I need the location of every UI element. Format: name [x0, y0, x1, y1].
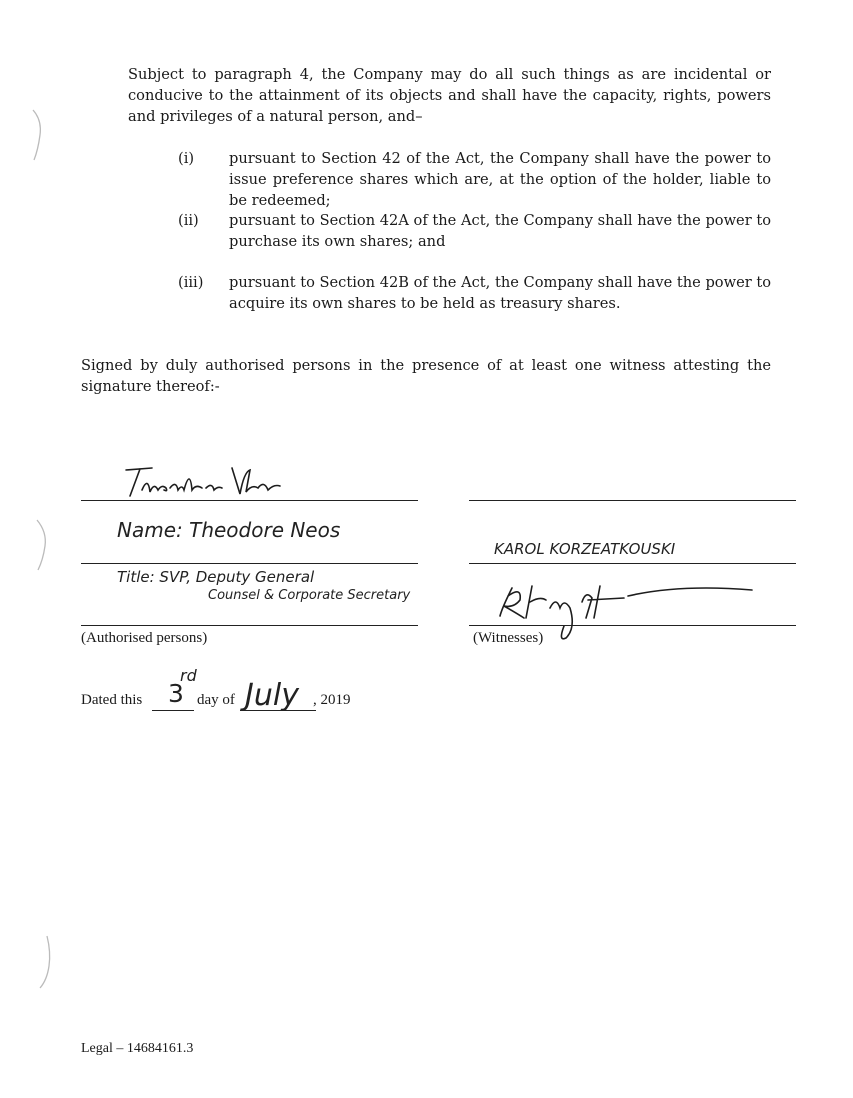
- list-item-text: pursuant to Section 42 of the Act, the Company shall have the power to issue preference shares which are, at the option of the holder, liable to be redeemed;: [229, 150, 771, 209]
- footer-legal-reference: Legal – 14684161.3: [81, 1041, 194, 1056]
- witness-name-handwritten: KAROL KORZEATKOUSKI: [494, 540, 676, 558]
- signer-name-handwritten: Name: Theodore Neos: [117, 518, 341, 542]
- dated-day-handwritten: 3: [168, 679, 184, 708]
- dated-prefix: Dated this: [81, 692, 143, 708]
- signer-title-handwritten-line1: Title: SVP, Deputy General: [117, 568, 315, 586]
- list-item-number: (iii): [178, 274, 204, 291]
- intro-paragraph: Subject to paragraph 4, the Company may do all such things as are incidental or conducive to the attainment of its objects and shall have the capacity, rights, powers and privileges of a natural person, and–: [128, 66, 771, 125]
- margin-bracket-mark-middle: [34, 518, 50, 572]
- witness-line-top: [469, 500, 796, 501]
- list-item-text: pursuant to Section 42A of the Act, the Company shall have the power to purchase its own shares; and: [229, 212, 771, 250]
- witness-name-line: [469, 563, 796, 564]
- name-line: [81, 563, 418, 564]
- dated-middle: day of: [197, 692, 235, 708]
- dated-year: , 2019: [313, 692, 351, 708]
- dated-day-suffix-handwritten: rd: [180, 666, 197, 685]
- dated-day-line: [152, 710, 194, 711]
- witnesses-label: (Witnesses): [473, 630, 544, 646]
- signature-line: [81, 500, 418, 501]
- title-line: [81, 625, 418, 626]
- signature-theodore-neos: [118, 462, 298, 502]
- dated-month-handwritten: July: [245, 678, 299, 713]
- witness-signature-line: [469, 625, 796, 626]
- authorised-persons-label: (Authorised persons): [81, 630, 208, 646]
- margin-bracket-mark-top: [30, 108, 46, 162]
- signed-statement: Signed by duly authorised persons in the presence of at least one witness attesting the signature thereof:-: [81, 357, 771, 395]
- margin-bracket-mark-bottom: [37, 934, 55, 990]
- list-item-number: (ii): [178, 212, 199, 229]
- dated-month-line: [240, 710, 316, 711]
- signer-title-handwritten-line2: Counsel & Corporate Secretary: [208, 588, 411, 603]
- list-item-number: (i): [178, 150, 195, 167]
- list-item-text: pursuant to Section 42B of the Act, the Company shall have the power to acquire its own shares to be held as treasury shares.: [229, 274, 771, 312]
